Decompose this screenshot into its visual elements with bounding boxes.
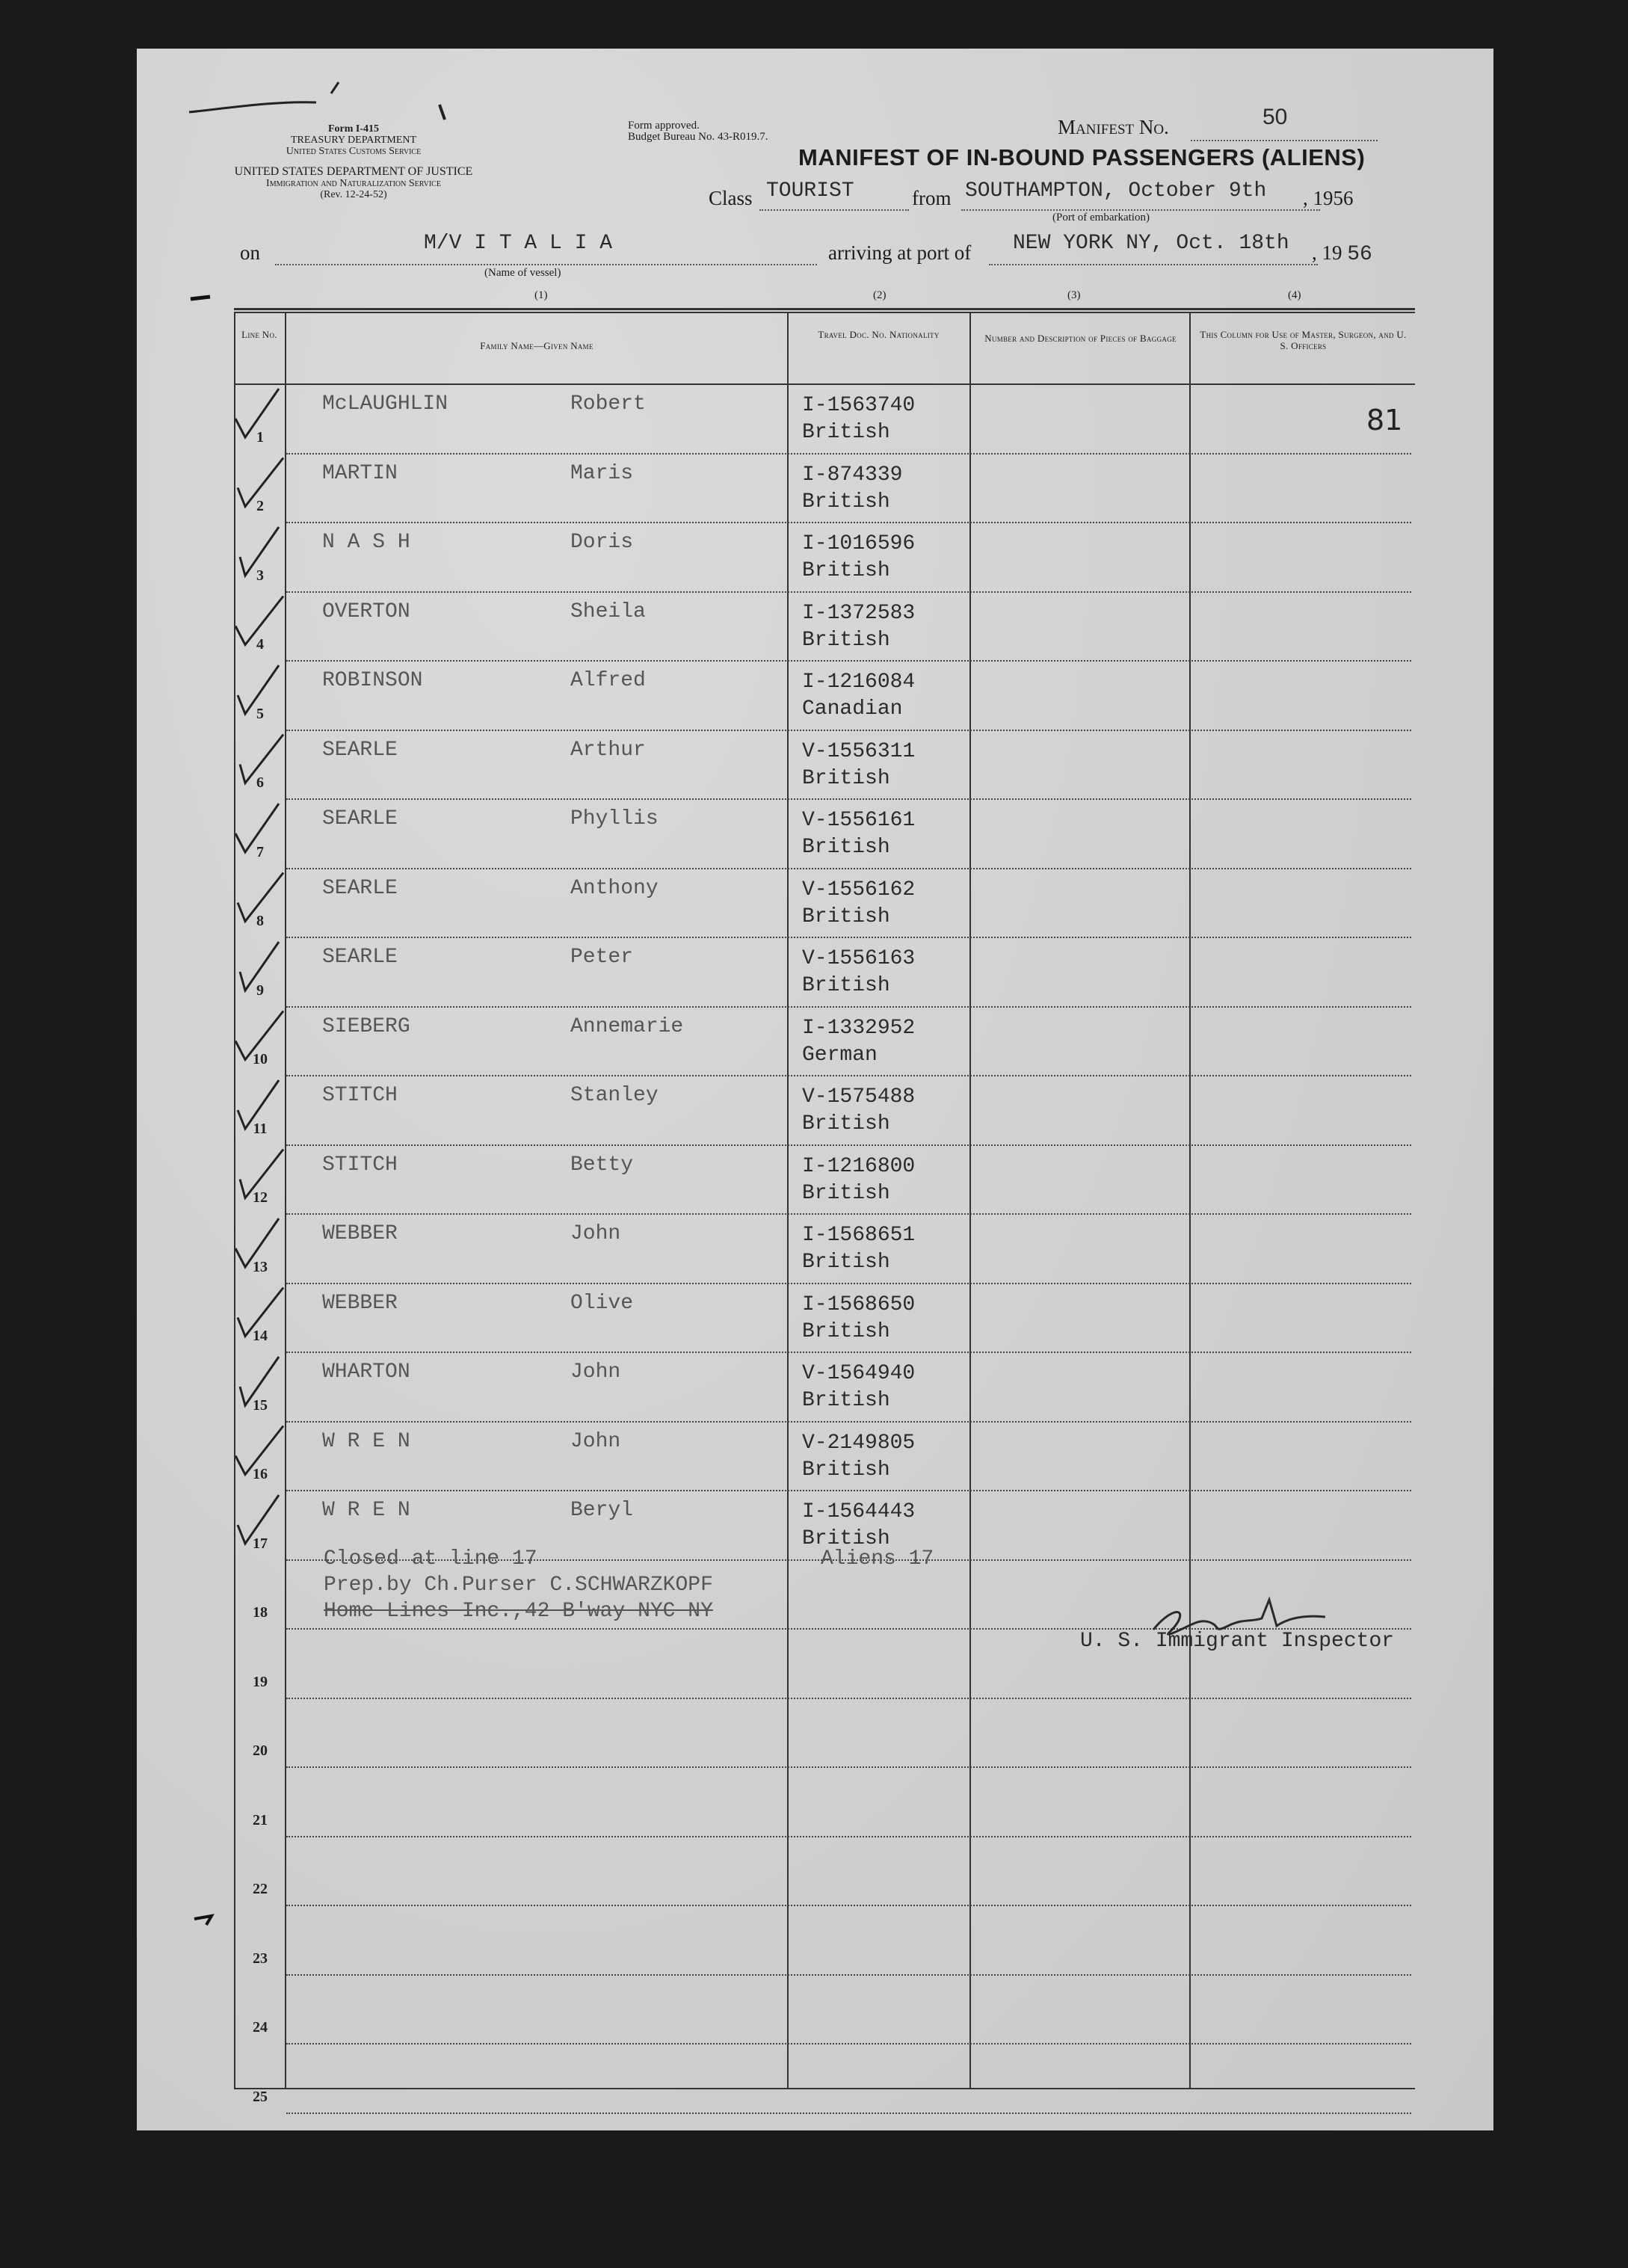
travel-doc-number: I-874339 xyxy=(802,463,903,487)
col-3-number: (3) xyxy=(1067,289,1081,301)
line-number: 5 xyxy=(256,705,264,722)
vessel-name: M/V I T A L I A xyxy=(424,232,613,255)
line-number: 16 xyxy=(253,1466,268,1482)
given-name: Robert xyxy=(570,392,646,416)
line-number: 10 xyxy=(253,1051,268,1067)
passenger-row xyxy=(137,1006,1482,1076)
given-name: Annemarie xyxy=(570,1014,684,1038)
officer-note: 81 xyxy=(1366,404,1403,437)
form-number: Form I-415 xyxy=(327,123,380,135)
row-separator xyxy=(286,1974,1411,1976)
family-name: ROBINSON xyxy=(322,669,423,692)
line-number: 7 xyxy=(256,843,264,860)
nationality: British xyxy=(802,1112,890,1135)
class-value: TOURIST xyxy=(766,179,854,203)
check-mark-icon xyxy=(240,527,279,576)
col-4-number: (4) xyxy=(1288,289,1301,301)
manifest-page xyxy=(137,49,1493,2130)
header-name: Family Name—Given Name xyxy=(480,340,593,351)
line-number: 24 xyxy=(253,2019,268,2036)
line-number: 11 xyxy=(253,1120,268,1137)
nationality: British xyxy=(802,974,890,997)
travel-doc-number: V-1556162 xyxy=(802,878,916,902)
passenger-row xyxy=(137,798,1482,868)
travel-doc-number: V-1556163 xyxy=(802,947,916,970)
check-mark-icon xyxy=(238,1080,279,1129)
nationality: British xyxy=(802,490,890,514)
row-separator xyxy=(286,2113,1411,2114)
travel-doc-number: I-1332952 xyxy=(802,1016,916,1040)
passenger-row xyxy=(137,1075,1482,1144)
line-number: 8 xyxy=(256,913,264,929)
family-name: SIEBERG xyxy=(322,1014,410,1038)
given-name: Olive xyxy=(570,1291,634,1315)
line-number: 12 xyxy=(253,1189,268,1206)
ins-label: Immigration and Naturalization Service xyxy=(266,178,441,189)
given-name: Stanley xyxy=(570,1084,659,1107)
nationality: British xyxy=(802,1527,890,1550)
family-name: W R E N xyxy=(322,1429,410,1453)
family-name: SEARLE xyxy=(322,946,398,969)
justice-label: UNITED STATES DEPARTMENT OF JUSTICE xyxy=(234,165,473,178)
budget-bureau: Budget Bureau No. 43-R019.7. xyxy=(628,131,768,143)
year-from: , 1956 xyxy=(1303,187,1354,209)
header-line-no: Line No. xyxy=(241,329,277,340)
family-name: STITCH xyxy=(322,1084,398,1107)
travel-doc-number: I-1564443 xyxy=(802,1500,916,1523)
aliens-count: Aliens 17 xyxy=(821,1547,934,1571)
header-baggage: Number and Description of Pieces of Baggage xyxy=(984,333,1177,344)
company-address: Home Lines Inc.,42 B'way NYC NY xyxy=(324,1600,713,1623)
check-marks xyxy=(226,378,331,1618)
travel-doc-number: V-1556161 xyxy=(802,809,916,832)
passenger-row xyxy=(137,660,1482,730)
check-mark-icon xyxy=(240,735,283,783)
treasury-label: TREASURY DEPARTMENT xyxy=(290,135,417,146)
nationality: British xyxy=(802,1389,890,1412)
passenger-row xyxy=(137,1421,1482,1491)
travel-doc-number: I-1016596 xyxy=(802,532,916,555)
family-name: SEARLE xyxy=(322,807,398,831)
row-separator xyxy=(286,1905,1411,1906)
line-number: 23 xyxy=(253,1950,268,1967)
check-mark-icon xyxy=(235,804,279,852)
check-mark-icon xyxy=(240,1357,279,1405)
travel-doc-number: I-1372583 xyxy=(802,601,916,625)
prepared-by: Prep.by Ch.Purser C.SCHWARZKOPF xyxy=(324,1574,713,1597)
family-name: N A S H xyxy=(322,531,410,554)
travel-doc-number: I-1216800 xyxy=(802,1154,916,1178)
given-name: Betty xyxy=(570,1153,634,1177)
passenger-row xyxy=(137,868,1482,937)
family-name: WHARTON xyxy=(322,1361,410,1384)
torn-corner-mark xyxy=(182,56,496,123)
family-name: OVERTON xyxy=(322,600,410,623)
margin-dash xyxy=(189,288,212,310)
line-number: 4 xyxy=(256,636,264,653)
travel-doc-number: V-1564940 xyxy=(802,1362,916,1385)
passenger-row xyxy=(137,591,1482,661)
line-number: 21 xyxy=(253,1811,268,1828)
nationality: British xyxy=(802,1458,890,1482)
manifest-no-label: Manifest No. xyxy=(1058,116,1169,138)
margin-dash-2 xyxy=(193,1910,215,1929)
given-name: Arthur xyxy=(570,738,646,762)
manifest-number: 50 xyxy=(1262,105,1288,129)
col-2-number: (2) xyxy=(873,289,887,301)
given-name: Alfred xyxy=(570,669,646,692)
given-name: John xyxy=(570,1361,621,1384)
passenger-row xyxy=(137,1213,1482,1283)
travel-doc-number: I-1568651 xyxy=(802,1224,916,1247)
line-number: 17 xyxy=(253,1535,268,1552)
line-number: 15 xyxy=(253,1396,268,1414)
family-name: SEARLE xyxy=(322,738,398,762)
line-number: 18 xyxy=(253,1604,268,1621)
from-label: from xyxy=(912,187,952,209)
line-number: 14 xyxy=(253,1328,268,1344)
travel-doc-number: V-1575488 xyxy=(802,1085,916,1109)
arrival-port: NEW YORK NY, Oct. 18th xyxy=(1013,232,1289,255)
travel-doc-number: V-1556311 xyxy=(802,739,916,763)
given-name: Beryl xyxy=(570,1499,634,1522)
given-name: Doris xyxy=(570,531,634,554)
passenger-row xyxy=(137,1352,1482,1421)
given-name: Sheila xyxy=(570,600,646,623)
vessel-label: (Name of vessel) xyxy=(484,267,561,279)
check-mark-icon xyxy=(235,1426,283,1475)
travel-doc-number: I-1563740 xyxy=(802,394,916,417)
line-number: 13 xyxy=(253,1258,268,1275)
given-name: Phyllis xyxy=(570,807,659,831)
nationality: British xyxy=(802,905,890,928)
on-label: on xyxy=(240,241,260,264)
nationality: British xyxy=(802,628,890,652)
arriving-label: arriving at port of xyxy=(828,241,972,264)
passenger-row xyxy=(137,383,1482,453)
travel-doc-number: I-1568650 xyxy=(802,1292,916,1316)
line-number: 3 xyxy=(256,567,264,584)
customs-label: United States Customs Service xyxy=(286,146,422,157)
header-travel-doc: Travel Doc. No. Nationality xyxy=(818,329,940,340)
passenger-row xyxy=(137,453,1482,523)
given-name: Anthony xyxy=(570,876,659,900)
manifest-title: MANIFEST OF IN-BOUND PASSENGERS (ALIENS) xyxy=(798,144,1366,170)
nationality: Canadian xyxy=(802,697,903,721)
check-mark-icon xyxy=(235,597,283,645)
check-mark-icon xyxy=(238,458,283,507)
inspector-label: U. S. Immigrant Inspector xyxy=(1080,1630,1395,1653)
check-mark-icon xyxy=(235,389,279,437)
check-mark-icon xyxy=(238,1495,279,1544)
passenger-row xyxy=(137,730,1482,799)
family-name: W R E N xyxy=(322,1499,410,1522)
nationality: British xyxy=(802,836,890,859)
nationality: British xyxy=(802,766,890,790)
line-number: 1 xyxy=(256,428,264,446)
nationality: British xyxy=(802,559,890,582)
nationality: British xyxy=(802,421,890,444)
given-name: Maris xyxy=(570,461,634,485)
check-mark-icon xyxy=(235,1011,283,1060)
travel-doc-number: V-2149805 xyxy=(802,1431,916,1455)
line-number: 25 xyxy=(253,2088,268,2105)
row-separator xyxy=(286,1836,1411,1837)
nationality: German xyxy=(802,1043,878,1067)
family-name: McLAUGHLIN xyxy=(322,392,448,416)
check-mark-icon xyxy=(240,942,279,990)
nationality: British xyxy=(802,1319,890,1343)
check-mark-icon xyxy=(240,1150,283,1198)
line-number: 20 xyxy=(253,1742,268,1759)
line-number: 9 xyxy=(256,982,264,999)
row-separator xyxy=(286,1698,1411,1699)
passenger-row xyxy=(137,1144,1482,1214)
from-value: SOUTHAMPTON, October 9th xyxy=(965,179,1267,203)
col-1-number: (1) xyxy=(534,289,548,301)
year-arrival: , 19 56 xyxy=(1312,241,1372,266)
family-name: SEARLE xyxy=(322,876,398,900)
port-embarkation-label: (Port of embarkation) xyxy=(1052,212,1150,224)
nationality: British xyxy=(802,1251,890,1274)
row-separator xyxy=(286,1766,1411,1768)
family-name: MARTIN xyxy=(322,461,398,485)
given-name: John xyxy=(570,1429,621,1453)
header-officers: This Column for Use of Master, Surgeon, and U. S. Officers xyxy=(1200,329,1407,351)
row-separator xyxy=(286,2043,1411,2044)
class-label: Class xyxy=(709,187,753,209)
passenger-row xyxy=(137,522,1482,591)
form-approved: Form approved. xyxy=(628,120,700,132)
check-mark-icon xyxy=(238,665,279,714)
line-number: 19 xyxy=(253,1673,268,1690)
passenger-row xyxy=(137,1283,1482,1352)
check-mark-icon xyxy=(238,873,283,922)
family-name: STITCH xyxy=(322,1153,398,1177)
revision-label: (Rev. 12-24-52) xyxy=(320,189,387,200)
family-name: WEBBER xyxy=(322,1222,398,1245)
closed-at-line: Closed at line 17 xyxy=(324,1547,537,1571)
family-name: WEBBER xyxy=(322,1291,398,1315)
check-mark-icon xyxy=(235,1218,279,1267)
passenger-row xyxy=(137,937,1482,1006)
nationality: British xyxy=(802,1181,890,1205)
line-number: 6 xyxy=(256,774,264,791)
check-mark-icon xyxy=(238,1288,283,1337)
travel-doc-number: I-1216084 xyxy=(802,671,916,694)
line-number: 22 xyxy=(253,1881,268,1897)
given-name: John xyxy=(570,1222,621,1245)
line-number: 2 xyxy=(256,498,264,514)
given-name: Peter xyxy=(570,946,634,969)
